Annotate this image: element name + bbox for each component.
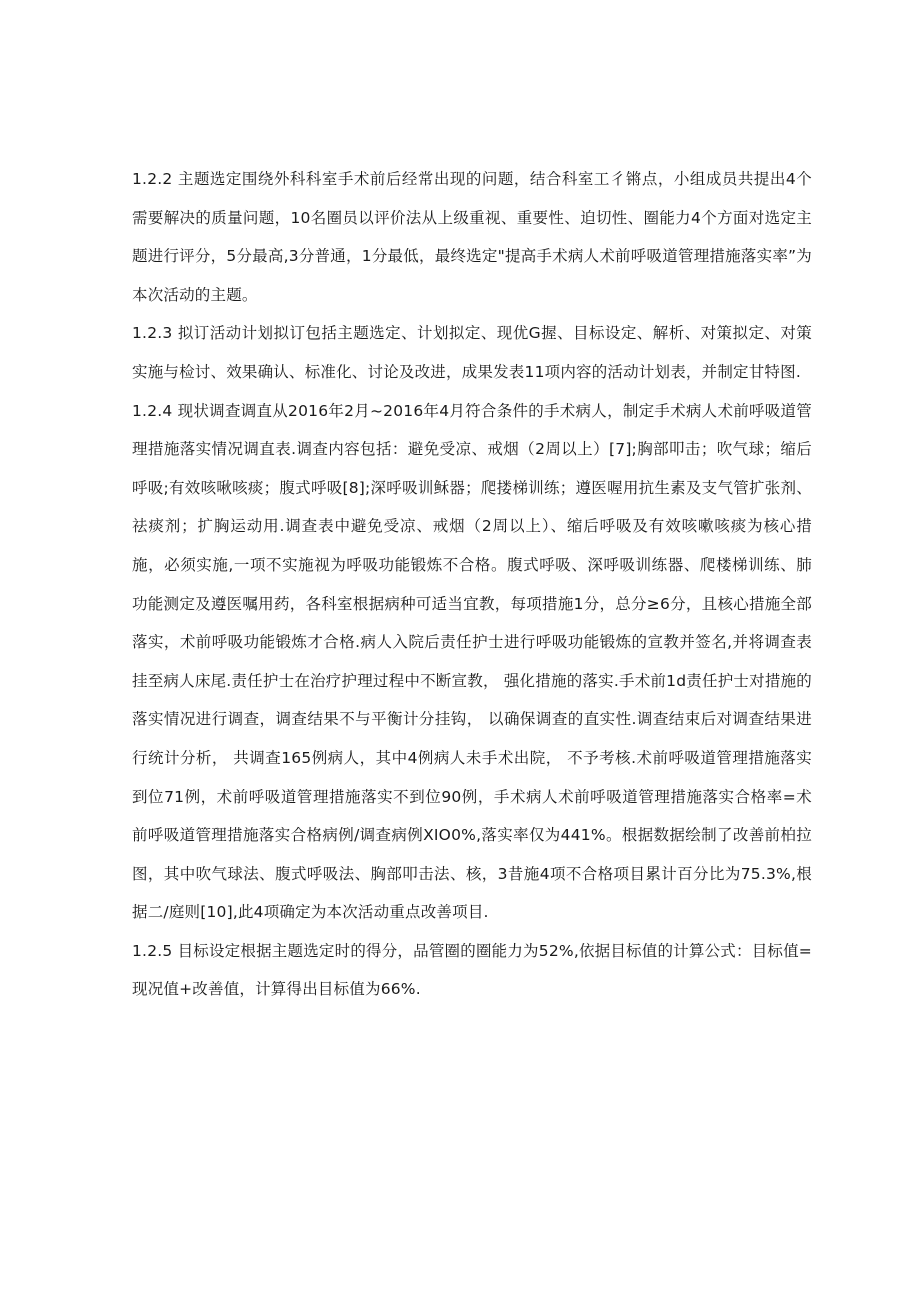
paragraph-1-2-3: 1.2.3 拟订活动计划拟订包括主题选定、计划拟定、现优G握、目标设定、解析、对策拟定、对策实施与检讨、效果确认、标准化、讨论及改进，成果发表11项内容的活动计划表，并制定甘特图. [132, 324, 812, 381]
paragraph-1-2-2: 1.2.2 主题选定围绕外科科室手术前后经常出现的问题，结合科室工彳锵点，小组成员共提出4个需要解决的质量问题，10名圈员以评价法从上级重视、重要性、迫切性、圈能力4个方面对选定主题进行评分，5分最高,3分普通，1分最低，最终选定"提高手术病人术前呼吸道管理措施落实率”为本次活动的主题。 [132, 170, 812, 304]
paragraph-1-2-5: 1.2.5 目标设定根据主题选定时的得分，品管圈的圈能力为52%,依据目标值的计算公式：目标值=现况值+改善值，计算得出目标值为66%. [132, 941, 812, 999]
paragraph-1-2-4: 1.2.4 现状调查调直从2016年2月~2016年4月符合条件的手术病人，制定手术病人术前呼吸道管理措施落实情况调直表.调查内容包括：避免受凉、戒烟（2周以上）[7];胸部叩击；吹气球；缩后呼吸;有效咳啾咳痰；腹式呼吸[8];深呼吸训稣器；爬搂梯训练；遵医喔用抗生素及支气管扩张剂、祛痰剂；扩胸运动用.调查表中避免受凉、戒烟（2周以上）、缩后呼吸及有效咳嗽咳痰为核心措施，必须实施,一项不实施视为呼吸功能锻炼不合格。腹式呼吸、深呼吸训练器、爬楼梯训练、肺功能测定及遵医嘱用药，各科室根据病种可适当宜教，每项措施1分，总分≥6分，且核心措施全部落实，术前呼吸功能锻炼才合格.病人入院后责任护士进行呼吸功能锻炼的宣教并签名,并将调查表挂至病人床尾.责任护士在治疗护理过程中不断宣教， 强化措施的落实.手术前1d责任护士对措施的落实情况进行调查，调查结果不与平衡计分挂钩， 以确保调查的直实性.调查结束后对调查结果进行统计分析， 共调查165例病人，其中4例病人未手术出院， 不予考核.术前呼吸道管理措施落实到位71例，术前呼吸道管理措施落实不到位90例，手术病人术前呼吸道管理措施落实合格率=术前呼吸道管理措施落实合格病例/调查病例XIO0%,落实率仅为441%。根据数据绘制了改善前柏拉图，其中吹气球法、腹式呼吸法、胸部叩击法、核，3昔施4项不合格项目累计百分比为75.3%,根据二/庭则[10],此4项确定为本次活动重点改善项目. [132, 401, 812, 922]
document-body [132, 160, 812, 1009]
